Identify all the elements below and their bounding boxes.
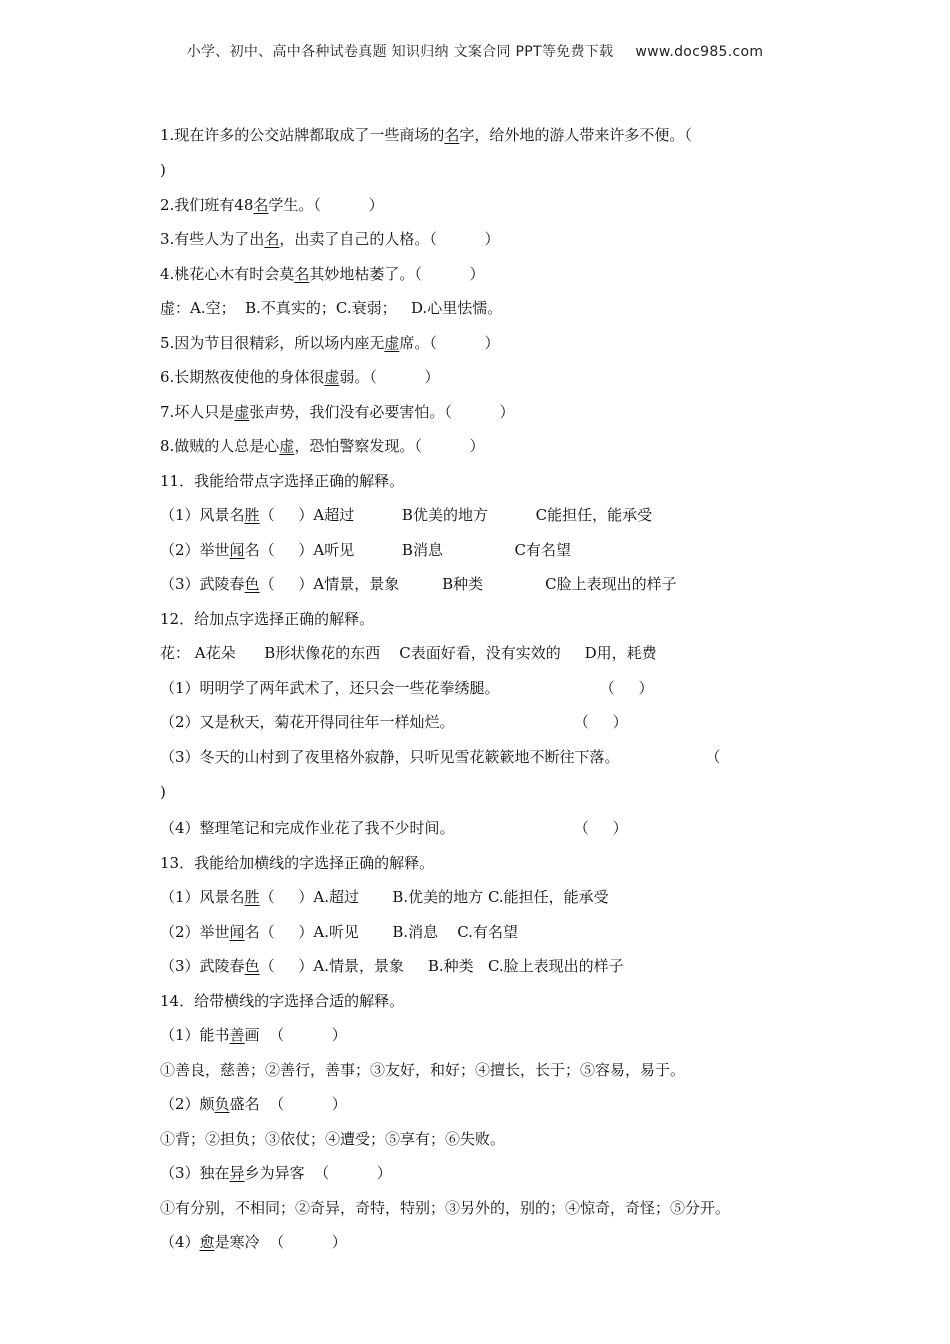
text-line: （1）能书善画 （ ） xyxy=(160,1026,347,1044)
text-line: （1）明明学了两年武术了，还只会一些花拳绣腿。 （ ） xyxy=(160,679,654,697)
text-line: 3.有些人为了出名，出卖了自己的人格。（ ） xyxy=(160,230,500,248)
header-site: www.doc985.com xyxy=(635,44,764,60)
text-line: 6.长期熬夜使他的身体很虚弱。（ ） xyxy=(160,368,440,386)
text-line: （4）愈是寒冷 （ ） xyxy=(160,1233,347,1251)
text-line: （1）风景名胜（ ）A超过 B优美的地方 C能担任，能承受 xyxy=(160,506,653,524)
text-line: 13．我能给加横线的字选择正确的解释。 xyxy=(160,854,435,872)
text-line: （2）举世闻名（ ）A听见 B消息 C有名望 xyxy=(160,541,571,559)
text-line: （2）颇负盛名 （ ） xyxy=(160,1095,347,1113)
text-line: （3）独在异乡为异客 （ ） xyxy=(160,1164,392,1182)
text-line: ①有分别，不相同；②奇异，奇特，特别；③另外的，别的；④惊奇，奇怪；⑤分开。 xyxy=(160,1199,731,1217)
text-line: 1.现在许多的公交站牌都取成了一些商场的名字，给外地的游人带来许多不便。（ xyxy=(160,126,692,144)
text-line: 7.坏人只是虚张声势，我们没有必要害怕。（ ） xyxy=(160,403,515,421)
text-line: ) xyxy=(160,161,166,179)
text-line: （3）武陵春色（ ）A.情景，景象 B.种类 C.脸上表现出的样子 xyxy=(160,957,624,975)
text-line: （1）风景名胜（ ）A.超过 B.优美的地方 C.能担任，能承受 xyxy=(160,888,609,906)
text-line: （2）举世闻名（ ）A.听见 B.消息 C.有名望 xyxy=(160,923,518,941)
text-line: 2.我们班有48名学生。（ ） xyxy=(160,196,384,214)
text-line: （3）武陵春色（ ）A情景，景象 B种类 C脸上表现出的样子 xyxy=(160,575,677,593)
text-line: 12．给加点字选择正确的解释。 xyxy=(160,610,375,628)
header-text: 小学、初中、高中各种试卷真题 知识归纳 文案合同 PPT等免费下载 xyxy=(186,44,614,60)
text-line: 14．给带横线的字选择合适的解释。 xyxy=(160,992,405,1010)
text-line: （3）冬天的山村到了夜里格外寂静，只听见雪花簌簌地不断往下落。 （ xyxy=(160,748,721,766)
text-line: 花： A花朵 B形状像花的东西 C表面好看，没有实效的 D用，耗费 xyxy=(160,644,657,662)
text-line: 5.因为节目很精彩，所以场内座无虚席。（ ） xyxy=(160,334,500,352)
text-line: ) xyxy=(160,783,166,801)
text-line: （4）整理笔记和完成作业花了我不少时间。 （ ） xyxy=(160,819,628,837)
text-line: 虚：A.空； B.不真实的；C.衰弱； D.心里怯懦。 xyxy=(160,299,503,317)
text-line: ①背；②担负；③依仗；④遭受；⑤享有；⑥失败。 xyxy=(160,1130,506,1148)
text-line: ①善良，慈善；②善行，善事；③友好，和好；④擅长，长于；⑤容易，易于。 xyxy=(160,1061,686,1079)
text-line: （2）又是秋天，菊花开得同往年一样灿烂。 （ ） xyxy=(160,713,628,731)
text-line: 11．我能给带点字选择正确的解释。 xyxy=(160,472,405,490)
page-header xyxy=(0,41,950,61)
text-line: 8.做贼的人总是心虚，恐怕警察发现。（ ） xyxy=(160,437,485,455)
text-line: 4.桃花心木有时会莫名其妙地枯萎了。（ ） xyxy=(160,265,485,283)
